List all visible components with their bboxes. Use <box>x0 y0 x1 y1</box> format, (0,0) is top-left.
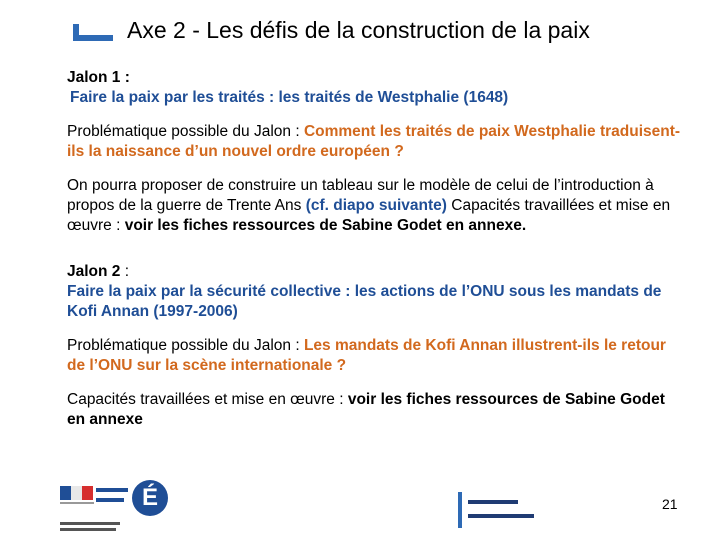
ecole-de-la-confiance-logo <box>458 492 544 528</box>
jalon1-subtitle: Faire la paix par les traités : les traités de Westphalie (1648) <box>70 89 509 106</box>
jalon2-problematique <box>67 336 687 376</box>
page-number: 21 <box>662 496 678 512</box>
jalon2-capacites-prefix: Capacités travaillées et mise en œuvre : <box>67 391 348 408</box>
slide-title: Axe 2 - Les défis de la construction de la paix <box>127 17 590 43</box>
slide-content <box>67 68 687 444</box>
jalon1-problematique-question: Comment les traités de paix Westphalie traduisent-ils la naissance d’un nouvel ordre européen ? <box>67 123 681 160</box>
jalon1-problematique <box>67 122 687 162</box>
jalon2-capacites <box>67 390 687 430</box>
jalon1-problematique-prefix: Problématique possible du Jalon : <box>67 123 304 140</box>
academie-logos <box>60 478 172 536</box>
jalon1-next-slide-link[interactable]: (cf. diapo suivante) <box>305 197 447 214</box>
jalon2-problematique-prefix: Problématique possible du Jalon : <box>67 337 304 354</box>
jalon2-subtitle: Faire la paix par la sécurité collective : les actions de l’ONU sous les mandats de Kofi Annan (1997-2006) <box>67 283 662 320</box>
corner-horizontal-bar <box>73 35 113 41</box>
jalon1-proposal <box>67 176 687 236</box>
jalon2-problematique-question: Les mandats de Kofi Annan illustrent-ils le retour de l’ONU sur la scène internationale ? <box>67 337 666 374</box>
jalon1-capacites-resources: voir les fiches ressources de Sabine Godet en annexe. <box>124 217 527 234</box>
jalon1-heading-block <box>67 68 687 108</box>
jalon2-capacites-resources: voir les fiches ressources de Sabine Godet en annexe <box>67 391 665 428</box>
region-academique-wordmark <box>60 522 120 525</box>
academie-poitiers-wordmark <box>96 484 134 514</box>
jalon2-heading-block <box>67 262 687 322</box>
jalon2-label: Jalon 2 <box>67 263 121 280</box>
jalon2-label-suffix: : <box>120 263 130 280</box>
jalon1-capacites-prefix: Capacités travaillées et mise en œuvre : <box>67 197 671 234</box>
republique-francaise-logo <box>60 486 94 508</box>
jalon1-proposal-text: On pourra proposer de construire un tableau sur le modèle de celui de l’introduction à propos de la guerre de Trente Ans <box>67 177 654 214</box>
academie-e-logo-icon: É <box>132 480 168 516</box>
title-corner-mark <box>73 24 113 41</box>
jalon1-label: Jalon 1 : <box>67 69 130 86</box>
